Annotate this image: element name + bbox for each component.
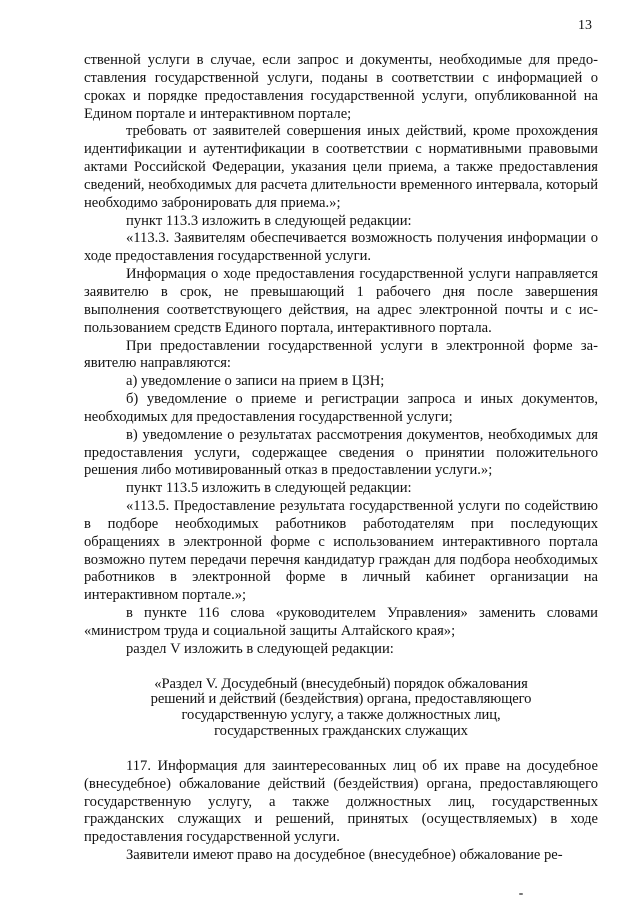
section-heading xyxy=(84,677,598,740)
paragraph-113-3: «113.3. Заявителям обеспечивается возможность получения информации о ходе предоставления государственной услуги. xyxy=(84,230,598,265)
paragraph-requirements: требовать от заявителей совершения иных действий, кроме прохождения идентификации и аутентификации в соответствии с нормативными правовыми актами Российской Федерации, указания цели приема, а также предоставления сведений, необходимых для расчета длительности временного интервала, который необходимо забронировать для приема.»; xyxy=(84,123,598,211)
paragraph-section-v-intro: раздел V изложить в следующей редакции: xyxy=(126,640,394,657)
page-number: 13 xyxy=(578,18,592,33)
section-heading-line: «Раздел V. Досудебный (внесудебный) порядок обжалования xyxy=(154,675,528,692)
scan-speck xyxy=(519,893,523,895)
paragraph-amend-113-5: пункт 113.5 изложить в следующей редакции: xyxy=(126,480,412,497)
paragraph-113-5: «113.5. Предоставление результата государственной услуги по содействию в подборе необходимых работников работодателям при последующих обращениях в электронной форме с использованием интерактивного портала возможно путем передачи перечня кандидатур граждан для подбора необходимых работников в электронной форме в личный кабинет организации на интерактивном портале.»; xyxy=(84,498,598,604)
section-heading-line: государственных гражданских служащих xyxy=(214,723,468,740)
paragraph-appeal-right: Заявители имеют право на досудебное (внесудебное) обжалование ре- xyxy=(126,847,563,864)
list-item-b: б) уведомление о приеме и регистрации запроса и иных документов, необходимых для предоставления государственной услуги; xyxy=(84,391,598,425)
paragraph-item-116: в пункте 116 слова «руководителем Управления» заменить словами «министром труда и социальной защиты Алтайского края»; xyxy=(84,605,598,639)
section-heading-line: государственную услугу, а также должностных лиц, xyxy=(181,707,501,724)
paragraph-progress-info: Информация о ходе предоставления государственной услуги направляется заявителю в срок, не превышающий 1 рабочего дня после завершения выполнения соответствующего действия, на адрес электронной почты и с использованием средств Единого портала, интерактивного портала. xyxy=(84,266,598,336)
paragraph-continuation: ственной услуги в случае, если запрос и документы, необходимые для предоставления государственной услуги, поданы в соответствии с информацией о сроках и порядке предоставления государственной услуги, опубликованной на Едином портале и интерактивном портале; xyxy=(84,52,598,122)
paragraph-amend-113-3: пункт 113.3 изложить в следующей редакции: xyxy=(126,212,412,229)
paragraph-electronic-notices: При предоставлении государственной услуги в электронной форме заявителю направляются: xyxy=(84,337,598,372)
document-body xyxy=(84,52,598,865)
section-heading-line: решений и действий (бездействия) органа, предоставляющего xyxy=(150,691,532,708)
paragraph-117: 117. Информация для заинтересованных лиц об их праве на досудебное (внесудебное) обжалование действий (бездействия) органа, предоставляющего государственную услугу, а также должностных лиц, государственных гражданских служащих и решений, принятых (осуществляемых) в ходе предоставления государственной услуги. xyxy=(84,757,598,846)
list-item-a: а) уведомление о записи на прием в ЦЗН; xyxy=(126,373,385,390)
list-item-c: в) уведомление о результатах рассмотрения документов, необходимых для предоставления услуги, содержащее сведения о принятии положительного решения либо мотивированный отказ в предоставлении услуги.»; xyxy=(84,426,598,479)
